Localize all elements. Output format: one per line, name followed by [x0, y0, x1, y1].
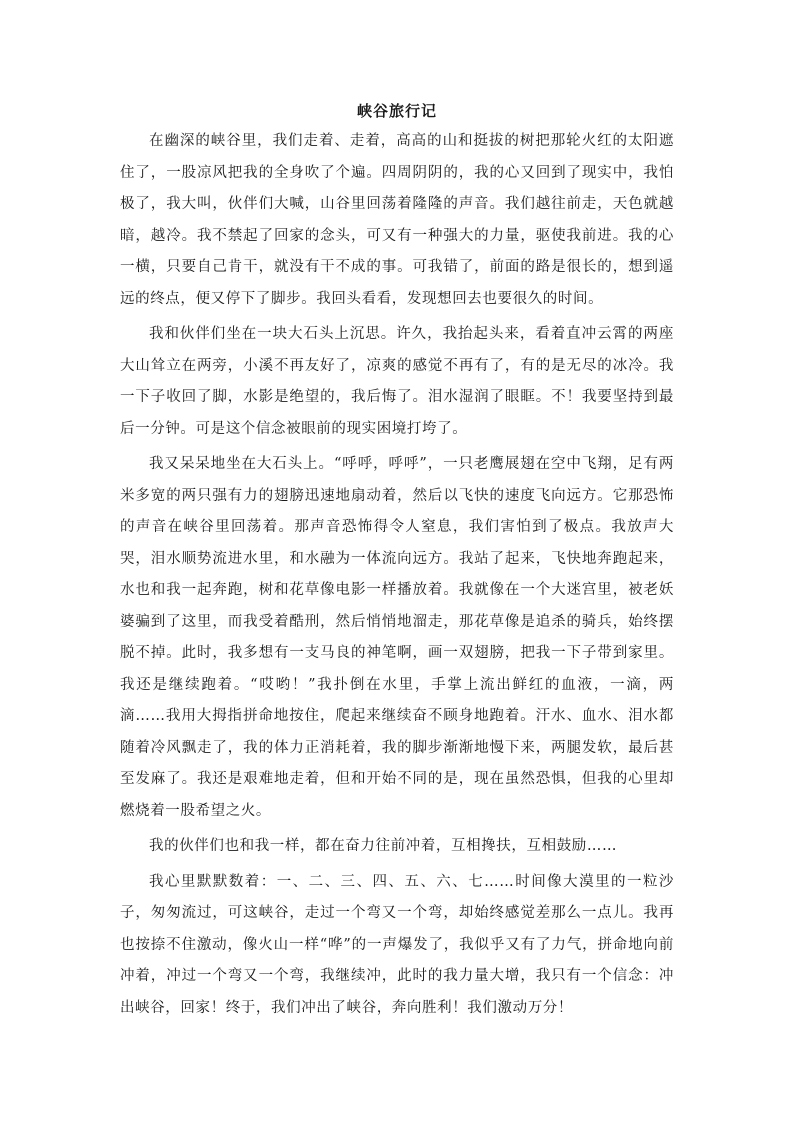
paragraph-3: 我又呆呆地坐在大石头上。“呼呼，呼呼”，一只老鹰展翅在空中飞翔，足有两米多宽的两只强有力的翅膀迅速地扇动着，然后以飞快的速度飞向远方。它那恐怖的声音在峡谷里回荡着。那声音恐怖得令人窒息，我们害怕到了极点。我放声大哭，泪水顺势流进水里，和水融为一体流向远方。我站了起来，飞快地奔跑起来，水也和我一起奔跑，树和花草像电影一样播放着。我就像在一个大迷宫里，被老妖婆骗到了这里，而我受着酷刑，然后悄悄地溜走，那花草像是追杀的骑兵，始终摆脱不掉。此时，我多想有一支马良的神笔啊，画一双翅膀，把我一下子带到家里。我还是继续跑着。“哎哟！”我扑倒在水里，手掌上流出鲜红的血液，一滴，两滴……我用大拇指拼命地按住，爬起来继续奋不顾身地跑着。汗水、血水、泪水都随着冷风飘走了，我的体力正消耗着，我的脚步渐渐地慢下来，两腿发软，最后甚至发麻了。我还是艰难地走着，但和开始不同的是，现在虽然恐惧，但我的心里却燃烧着一股希望之火。 [120, 456, 674, 819]
paragraph-5: 我心里默默数着：一、二、三、四、五、六、七……时间像大漠里的一粒沙子，匆匆流过，可这峡谷，走过一个弯又一个弯，却始终感觉差那么一点儿。我再也按捺不住激动，像火山一样“哗”的一声爆发了，我似乎又有了力气，拼命地向前冲着，冲过一个弯又一个弯，我继续冲，此时的我力量大增，我只有一个信念：冲出峡谷，回家！终于，我们冲出了峡谷，奔向胜利！我们激动万分！ [120, 873, 674, 1016]
paragraph-1: 在幽深的峡谷里，我们走着、走着，高高的山和挺拔的树把那轮火红的太阳遮住了，一股凉风把我的全身吹了个遍。四周阴阴的，我的心又回到了现实中，我怕极了，我大叫，伙伴们大喊，山谷里回荡着隆隆的声音。我们越往前走，天色就越暗，越冷。我不禁起了回家的念头，可又有一种强大的力量，驱使我前进。我的心一横，只要自己肯干，就没有干不成的事。可我错了，前面的路是很长的，想到遥远的终点，便又停下了脚步。我回头看看，发现想回去也要很久的时间。 [120, 133, 674, 307]
paragraph-4: 我的伙伴们也和我一样，都在奋力往前冲着，互相搀扶，互相鼓励…… [149, 838, 618, 854]
document-page [120, 96, 674, 1028]
document-title: 峡谷旅行记 [356, 102, 437, 120]
paragraph-2: 我和伙伴们坐在一块大石头上沉思。许久，我抬起头来，看着直冲云霄的两座大山耸立在两旁，小溪不再友好了，凉爽的感觉不再有了，有的是无尽的冰冷。我一下子收回了脚，水影是绝望的，我后悔了。泪水湿润了眼眶。不！我要坚持到最后一分钟。可是这个信念被眼前的现实困境打垮了。 [120, 326, 674, 437]
